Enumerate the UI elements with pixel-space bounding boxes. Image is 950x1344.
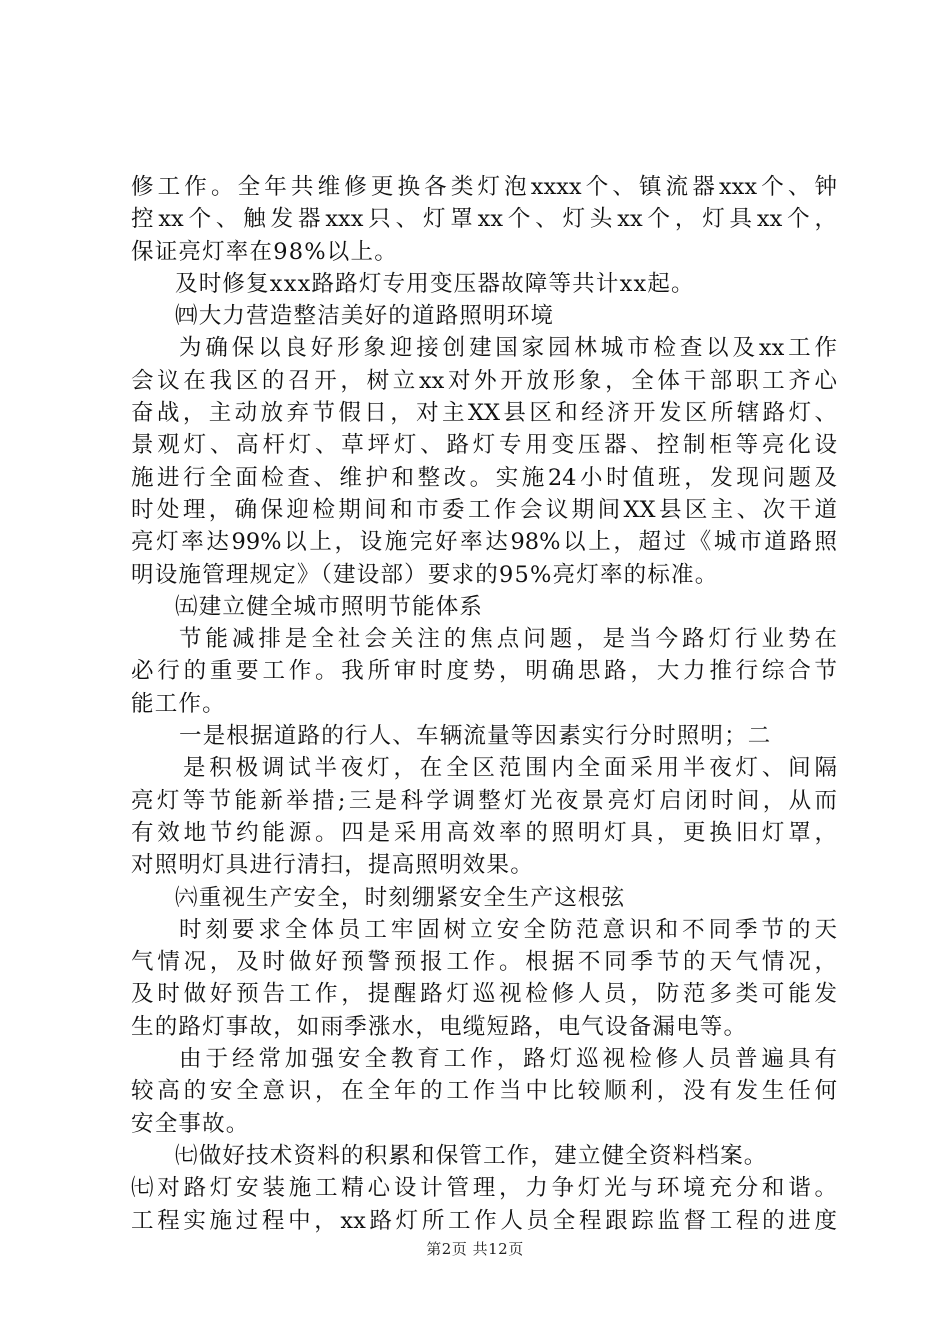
text-line: 工程实施过程中，xx路灯所工作人员全程跟踪监督工程的进度 — [131, 1207, 837, 1234]
text-line: 时刻要求全体员工牢固树立安全防范意识和不同季节的天 — [179, 916, 837, 943]
text-line: 会议在我区的召开，树立xx对外开放形象，全体干部职工齐心 — [131, 367, 837, 394]
document-body — [131, 171, 837, 1237]
text-line: 保证亮灯率在98%以上。 — [131, 238, 398, 265]
text-line: 是积极调试半夜灯，在全区范围内全面采用半夜灯、间隔 — [183, 755, 837, 782]
text-line: 亮灯率达99%以上，设施完好率达98%以上，超过《城市道路照 — [131, 529, 837, 556]
text-line: 气情况，及时做好预警预报工作。根据不同季节的天气情况， — [131, 949, 837, 976]
text-line: 奋战，主动放弃节假日，对主XX县区和经济开发区所辖路灯、 — [131, 400, 837, 427]
text-line: ㈥重视生产安全，时刻绷紧安全生产这根弦 — [175, 884, 626, 911]
text-line: 生的路灯事故，如雨季涨水，电缆短路，电气设备漏电等。 — [131, 1013, 748, 1040]
text-line: ㈣大力营造整洁美好的道路照明环境 — [175, 303, 555, 330]
page-footer — [0, 1239, 950, 1259]
text-line: 控xx个、触发器xxx只、灯罩xx个、灯头xx个，灯具xx个， — [131, 206, 837, 233]
text-line: 景观灯、高杆灯、草坪灯、路灯专用变压器、控制柜等亮化设 — [131, 432, 837, 459]
text-line: 时处理，确保迎检期间和市委工作会议期间XX县区主、次干道 — [131, 496, 837, 523]
text-line: 能工作。 — [131, 690, 226, 717]
text-line: 修工作。全年共维修更换各类灯泡xxxx个、镇流器xxx个、钟 — [131, 174, 837, 200]
text-line: 必行的重要工作。我所审时度势，明确思路，大力推行综合节 — [131, 658, 837, 685]
text-line: 为确保以良好形象迎接创建国家园林城市检查以及xx工作 — [179, 335, 837, 362]
text-line: 亮灯等节能新举措;三是科学调整灯光夜景亮灯启闭时间，从而 — [131, 787, 837, 814]
text-line: 施进行全面检查、维护和整改。实施24小时值班，发现问题及 — [131, 464, 837, 491]
text-line: 安全事故。 — [131, 1110, 250, 1137]
text-line: 由于经常加强安全教育工作，路灯巡视检修人员普遍具有 — [179, 1046, 837, 1073]
page-number-label: 第2页 共12页 — [426, 1240, 524, 1258]
text-line: 较高的安全意识，在全年的工作当中比较顺利，没有发生任何 — [131, 1078, 837, 1105]
text-line: ㈤建立健全城市照明节能体系 — [175, 593, 484, 620]
text-line: 有效地节约能源。四是采用高效率的照明灯具，更换旧灯罩， — [131, 819, 837, 846]
text-line: 及时做好预告工作，提醒路灯巡视检修人员，防范多类可能发 — [131, 981, 837, 1008]
text-line: 节能减排是全社会关注的焦点问题，是当今路灯行业势在 — [179, 626, 837, 653]
text-line: 及时修复xxx路路灯专用变压器故障等共计xx起。 — [175, 270, 695, 297]
text-line: 对照明灯具进行清扫，提高照明效果。 — [131, 852, 534, 879]
text-line: 一是根据道路的行人、车辆流量等因素实行分时照明；二 — [179, 723, 772, 750]
text-line: ㈦做好技术资料的积累和保管工作，建立健全资料档案。 — [175, 1142, 768, 1169]
text-line: ㈦对路灯安装施工精心设计管理，力争灯光与环境充分和谐。 — [131, 1175, 837, 1202]
text-line: 明设施管理规定》（建设部）要求的95%亮灯率的标准。 — [131, 561, 719, 588]
